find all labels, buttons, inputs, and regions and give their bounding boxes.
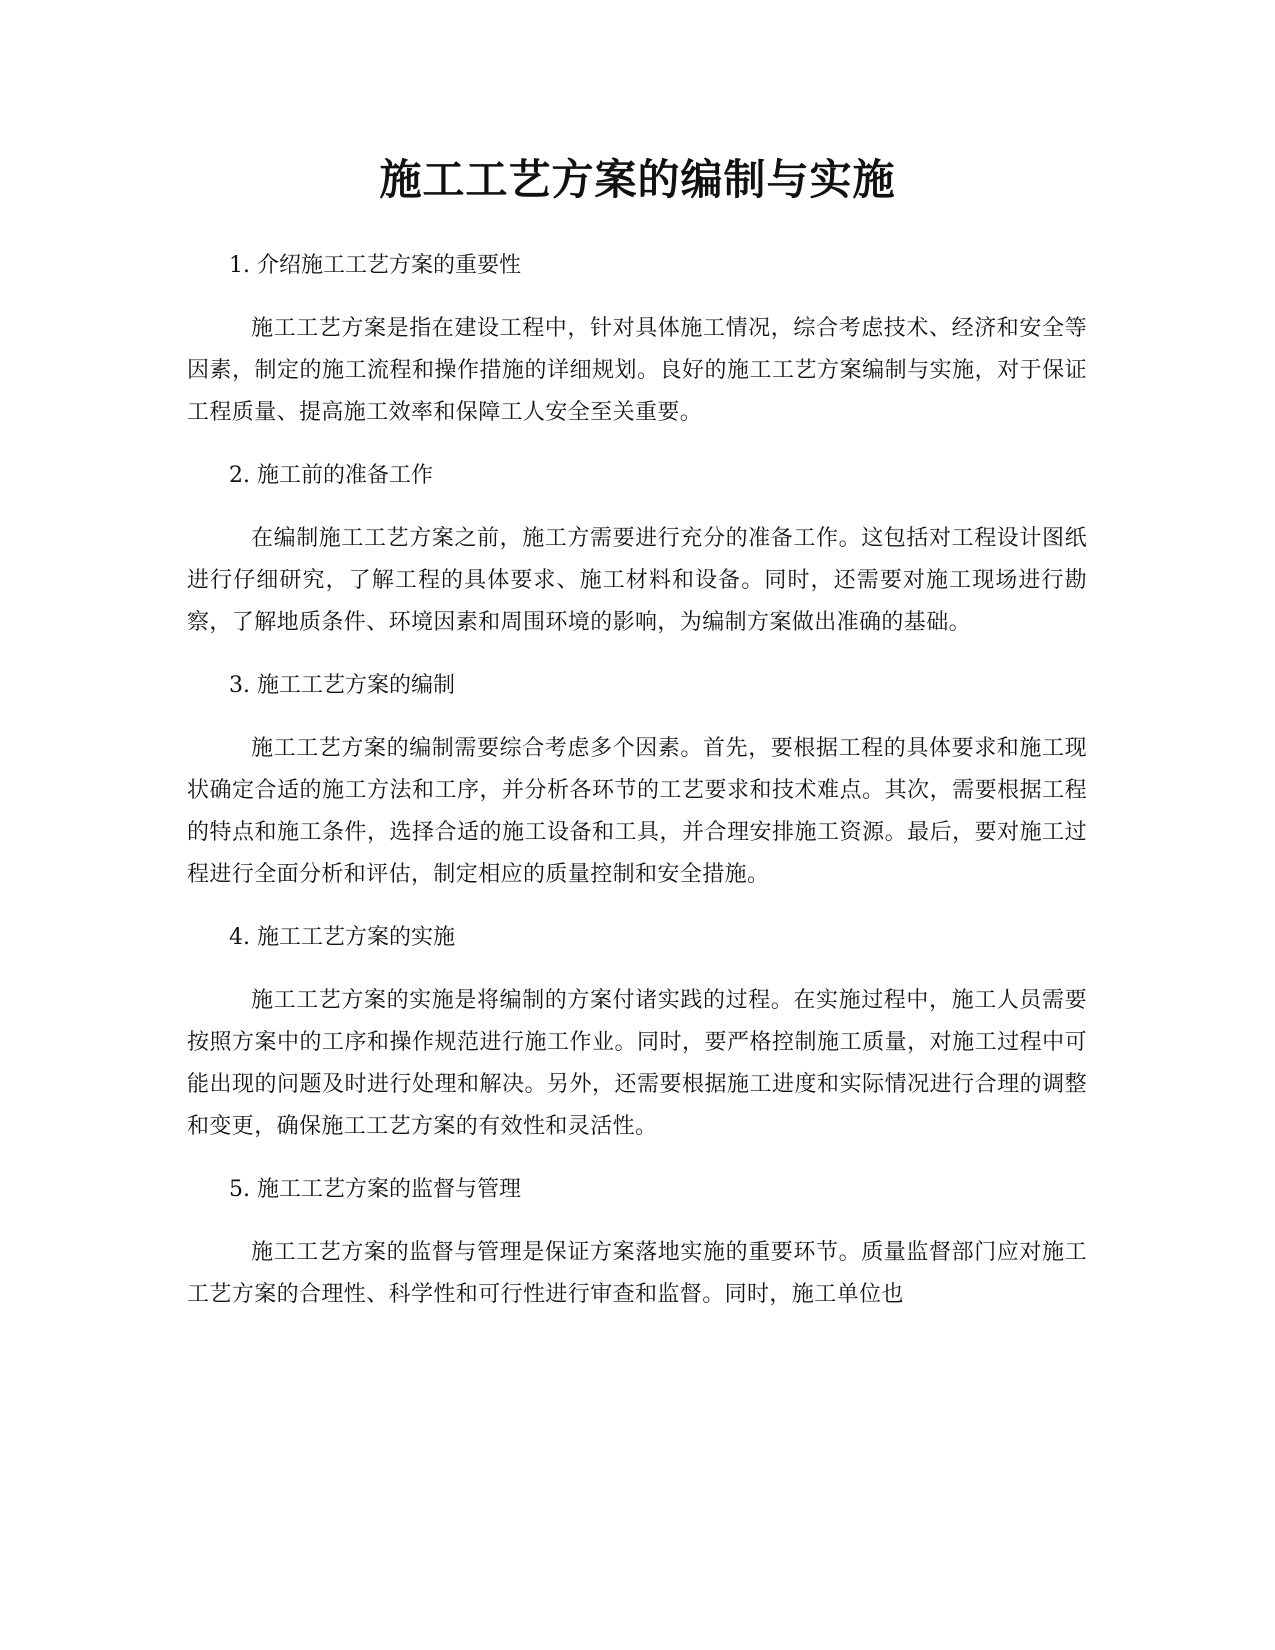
section-heading-1: 1. 介绍施工工艺方案的重要性 <box>229 253 521 278</box>
section-paragraph-2: 在编制施工工艺方案之前，施工方需要进行充分的准备工作。这包括对工程设计图纸进行仔细研究，了解工程的具体要求、施工材料和设备。同时，还需要对施工现场进行勘察，了解地质条件、环境因素和周围环境的影响，为编制方案做出准确的基础。 <box>187 526 1087 635</box>
section-paragraph-4: 施工工艺方案的实施是将编制的方案付诸实践的过程。在实施过程中，施工人员需要按照方案中的工序和操作规范进行施工作业。同时，要严格控制施工质量，对施工过程中可能出现的问题及时进行处理和解决。另外，还需要根据施工进度和实际情况进行合理的调整和变更，确保施工工艺方案的有效性和灵活性。 <box>187 988 1087 1139</box>
page-title: 施工工艺方案的编制与实施 <box>379 155 896 204</box>
section-heading-3: 3. 施工工艺方案的编制 <box>229 673 455 698</box>
document-body <box>187 246 1087 1338</box>
section-heading-5: 5. 施工工艺方案的监督与管理 <box>229 1177 521 1202</box>
section-heading-2: 2. 施工前的准备工作 <box>229 463 433 488</box>
section-paragraph-3: 施工工艺方案的编制需要综合考虑多个因素。首先，要根据工程的具体要求和施工现状确定合适的施工方法和工序，并分析各环节的工艺要求和技术难点。其次，需要根据工程的特点和施工条件，选择合适的施工设备和工具，并合理安排施工资源。最后，要对施工过程进行全面分析和评估，制定相应的质量控制和安全措施。 <box>187 736 1087 887</box>
section-paragraph-1: 施工工艺方案是指在建设工程中，针对具体施工情况，综合考虑技术、经济和安全等因素，制定的施工流程和操作措施的详细规划。良好的施工工艺方案编制与实施，对于保证工程质量、提高施工效率和保障工人安全至关重要。 <box>187 316 1087 425</box>
section-paragraph-5: 施工工艺方案的监督与管理是保证方案落地实施的重要环节。质量监督部门应对施工工艺方案的合理性、科学性和可行性进行审查和监督。同时，施工单位也 <box>187 1240 1087 1307</box>
section-heading-4: 4. 施工工艺方案的实施 <box>229 925 455 950</box>
